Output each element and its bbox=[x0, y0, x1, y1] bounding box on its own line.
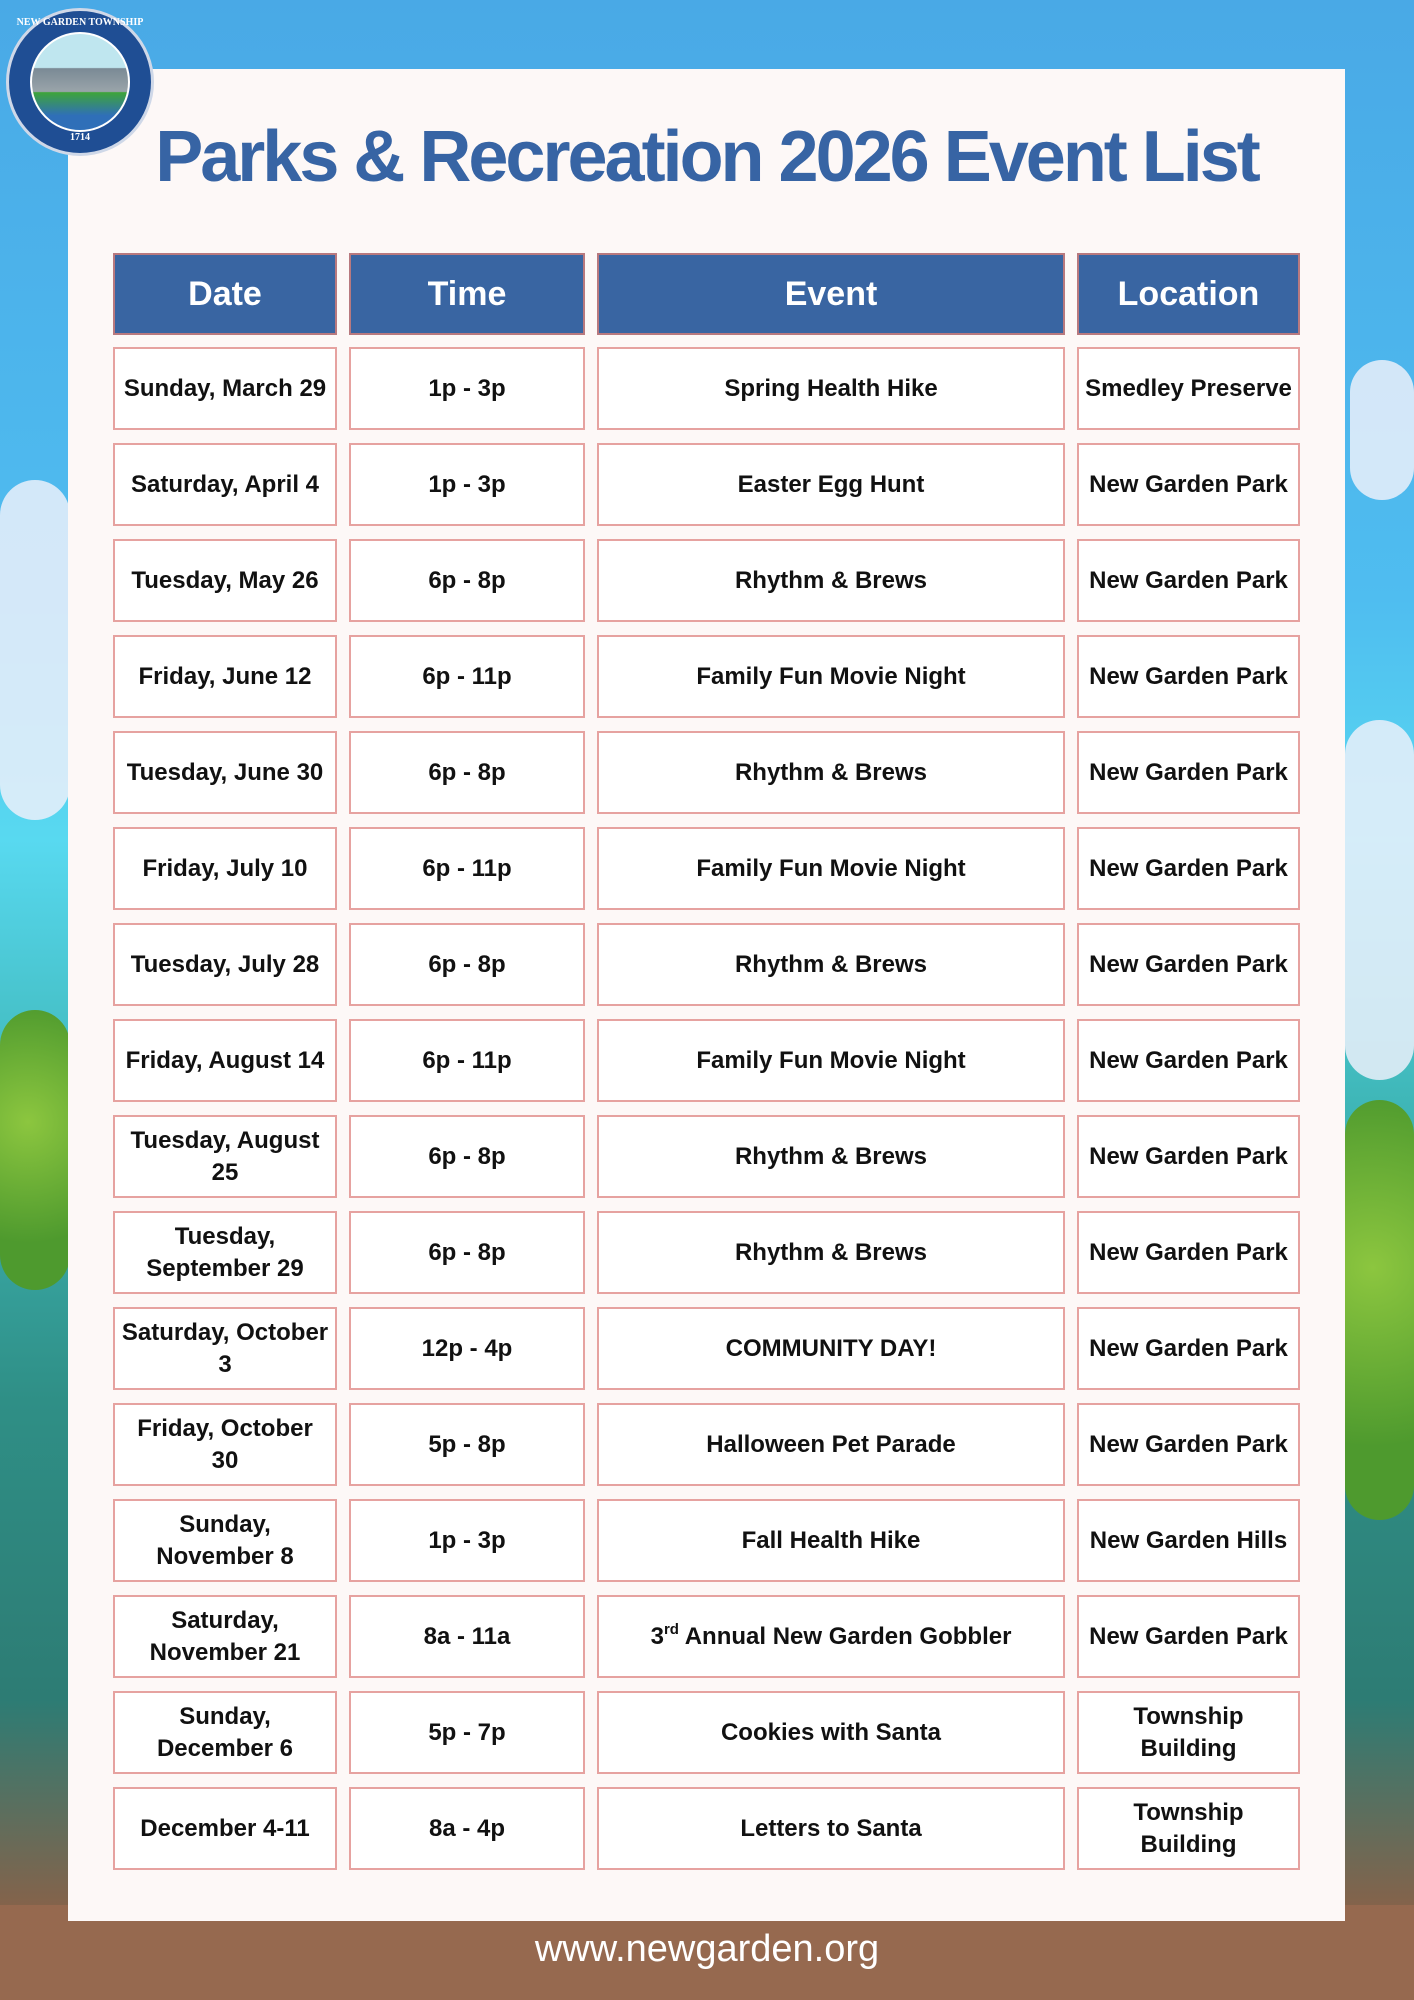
cell-event: Halloween Pet Parade bbox=[597, 1403, 1065, 1486]
cell-date: Friday, July 10 bbox=[113, 827, 337, 910]
cell-event: Family Fun Movie Night bbox=[597, 827, 1065, 910]
cell-event: Rhythm & Brews bbox=[597, 731, 1065, 814]
event-title: Annual New Garden Gobbler bbox=[678, 1622, 1012, 1650]
cell-location: New Garden Park bbox=[1077, 923, 1300, 1006]
cell-date: Tuesday, July 28 bbox=[113, 923, 337, 1006]
cell-time: 6p - 8p bbox=[349, 1211, 585, 1294]
cell-location: Township Building bbox=[1077, 1691, 1300, 1774]
cell-date: December 4-11 bbox=[113, 1787, 337, 1870]
cell-date: Sunday, December 6 bbox=[113, 1691, 337, 1774]
cell-date: Tuesday, September 29 bbox=[113, 1211, 337, 1294]
cell-time: 1p - 3p bbox=[349, 443, 585, 526]
cell-date: Saturday, November 21 bbox=[113, 1595, 337, 1678]
cell-time: 5p - 7p bbox=[349, 1691, 585, 1774]
cell-time: 1p - 3p bbox=[349, 1499, 585, 1582]
cloud-right-2 bbox=[1345, 720, 1414, 1080]
cell-event: Easter Egg Hunt bbox=[597, 443, 1065, 526]
cell-location: New Garden Park bbox=[1077, 827, 1300, 910]
cell-location: Smedley Preserve bbox=[1077, 347, 1300, 430]
cell-event: Rhythm & Brews bbox=[597, 1115, 1065, 1198]
cell-date: Friday, August 14 bbox=[113, 1019, 337, 1102]
cell-location: Township Building bbox=[1077, 1787, 1300, 1870]
event-text bbox=[651, 1621, 1012, 1653]
cell-date: Sunday, November 8 bbox=[113, 1499, 337, 1582]
cloud-right bbox=[1350, 360, 1414, 500]
cell-time: 5p - 8p bbox=[349, 1403, 585, 1486]
tree-right bbox=[1345, 1100, 1414, 1520]
cell-event: Fall Health Hike bbox=[597, 1499, 1065, 1582]
header-location: Location bbox=[1077, 253, 1300, 335]
cell-location: New Garden Park bbox=[1077, 1595, 1300, 1678]
cell-date: Sunday, March 29 bbox=[113, 347, 337, 430]
cell-event: Family Fun Movie Night bbox=[597, 635, 1065, 718]
header-event: Event bbox=[597, 253, 1065, 335]
cell-time: 6p - 8p bbox=[349, 731, 585, 814]
cell-location: New Garden Park bbox=[1077, 1019, 1300, 1102]
cell-date: Friday, October 30 bbox=[113, 1403, 337, 1486]
cell-event: Rhythm & Brews bbox=[597, 539, 1065, 622]
header-time: Time bbox=[349, 253, 585, 335]
cell-event: Family Fun Movie Night bbox=[597, 1019, 1065, 1102]
cell-time: 6p - 11p bbox=[349, 1019, 585, 1102]
cell-time: 6p - 8p bbox=[349, 539, 585, 622]
cell-date: Tuesday, May 26 bbox=[113, 539, 337, 622]
cell-time: 6p - 8p bbox=[349, 923, 585, 1006]
cell-location: New Garden Hills bbox=[1077, 1499, 1300, 1582]
page-title: Parks & Recreation 2026 Event List bbox=[155, 117, 1258, 197]
logo-year: 1714 bbox=[70, 132, 90, 143]
tree-left bbox=[0, 1010, 70, 1290]
cell-event: Letters to Santa bbox=[597, 1787, 1065, 1870]
cell-time: 1p - 3p bbox=[349, 347, 585, 430]
cell-event bbox=[597, 1595, 1065, 1678]
cell-time: 12p - 4p bbox=[349, 1307, 585, 1390]
cell-location: New Garden Park bbox=[1077, 539, 1300, 622]
cloud-left bbox=[0, 480, 70, 820]
cell-location: New Garden Park bbox=[1077, 1211, 1300, 1294]
cell-date: Tuesday, June 30 bbox=[113, 731, 337, 814]
cell-time: 6p - 11p bbox=[349, 827, 585, 910]
cell-event: Spring Health Hike bbox=[597, 347, 1065, 430]
cell-event: Rhythm & Brews bbox=[597, 1211, 1065, 1294]
event-number: 3 bbox=[650, 1622, 664, 1650]
cell-time: 6p - 8p bbox=[349, 1115, 585, 1198]
cell-time: 8a - 4p bbox=[349, 1787, 585, 1870]
cell-time: 6p - 11p bbox=[349, 635, 585, 718]
cell-event: Cookies with Santa bbox=[597, 1691, 1065, 1774]
cell-time: 8a - 11a bbox=[349, 1595, 585, 1678]
website-link[interactable]: www.newgarden.org bbox=[534, 1928, 880, 1970]
cell-event: Rhythm & Brews bbox=[597, 923, 1065, 1006]
cell-date: Friday, June 12 bbox=[113, 635, 337, 718]
cell-event: COMMUNITY DAY! bbox=[597, 1307, 1065, 1390]
cell-location: New Garden Park bbox=[1077, 1307, 1300, 1390]
cell-location: New Garden Park bbox=[1077, 731, 1300, 814]
logo-text: NEW GARDEN TOWNSHIP bbox=[16, 17, 144, 28]
ordinal-suffix: rd bbox=[663, 1620, 679, 1638]
cell-location: New Garden Park bbox=[1077, 1115, 1300, 1198]
cell-date: Saturday, April 4 bbox=[113, 443, 337, 526]
cell-location: New Garden Park bbox=[1077, 635, 1300, 718]
cell-date: Saturday, October 3 bbox=[113, 1307, 337, 1390]
cell-location: New Garden Park bbox=[1077, 443, 1300, 526]
cell-location: New Garden Park bbox=[1077, 1403, 1300, 1486]
cell-date: Tuesday, August 25 bbox=[113, 1115, 337, 1198]
header-date: Date bbox=[113, 253, 337, 335]
